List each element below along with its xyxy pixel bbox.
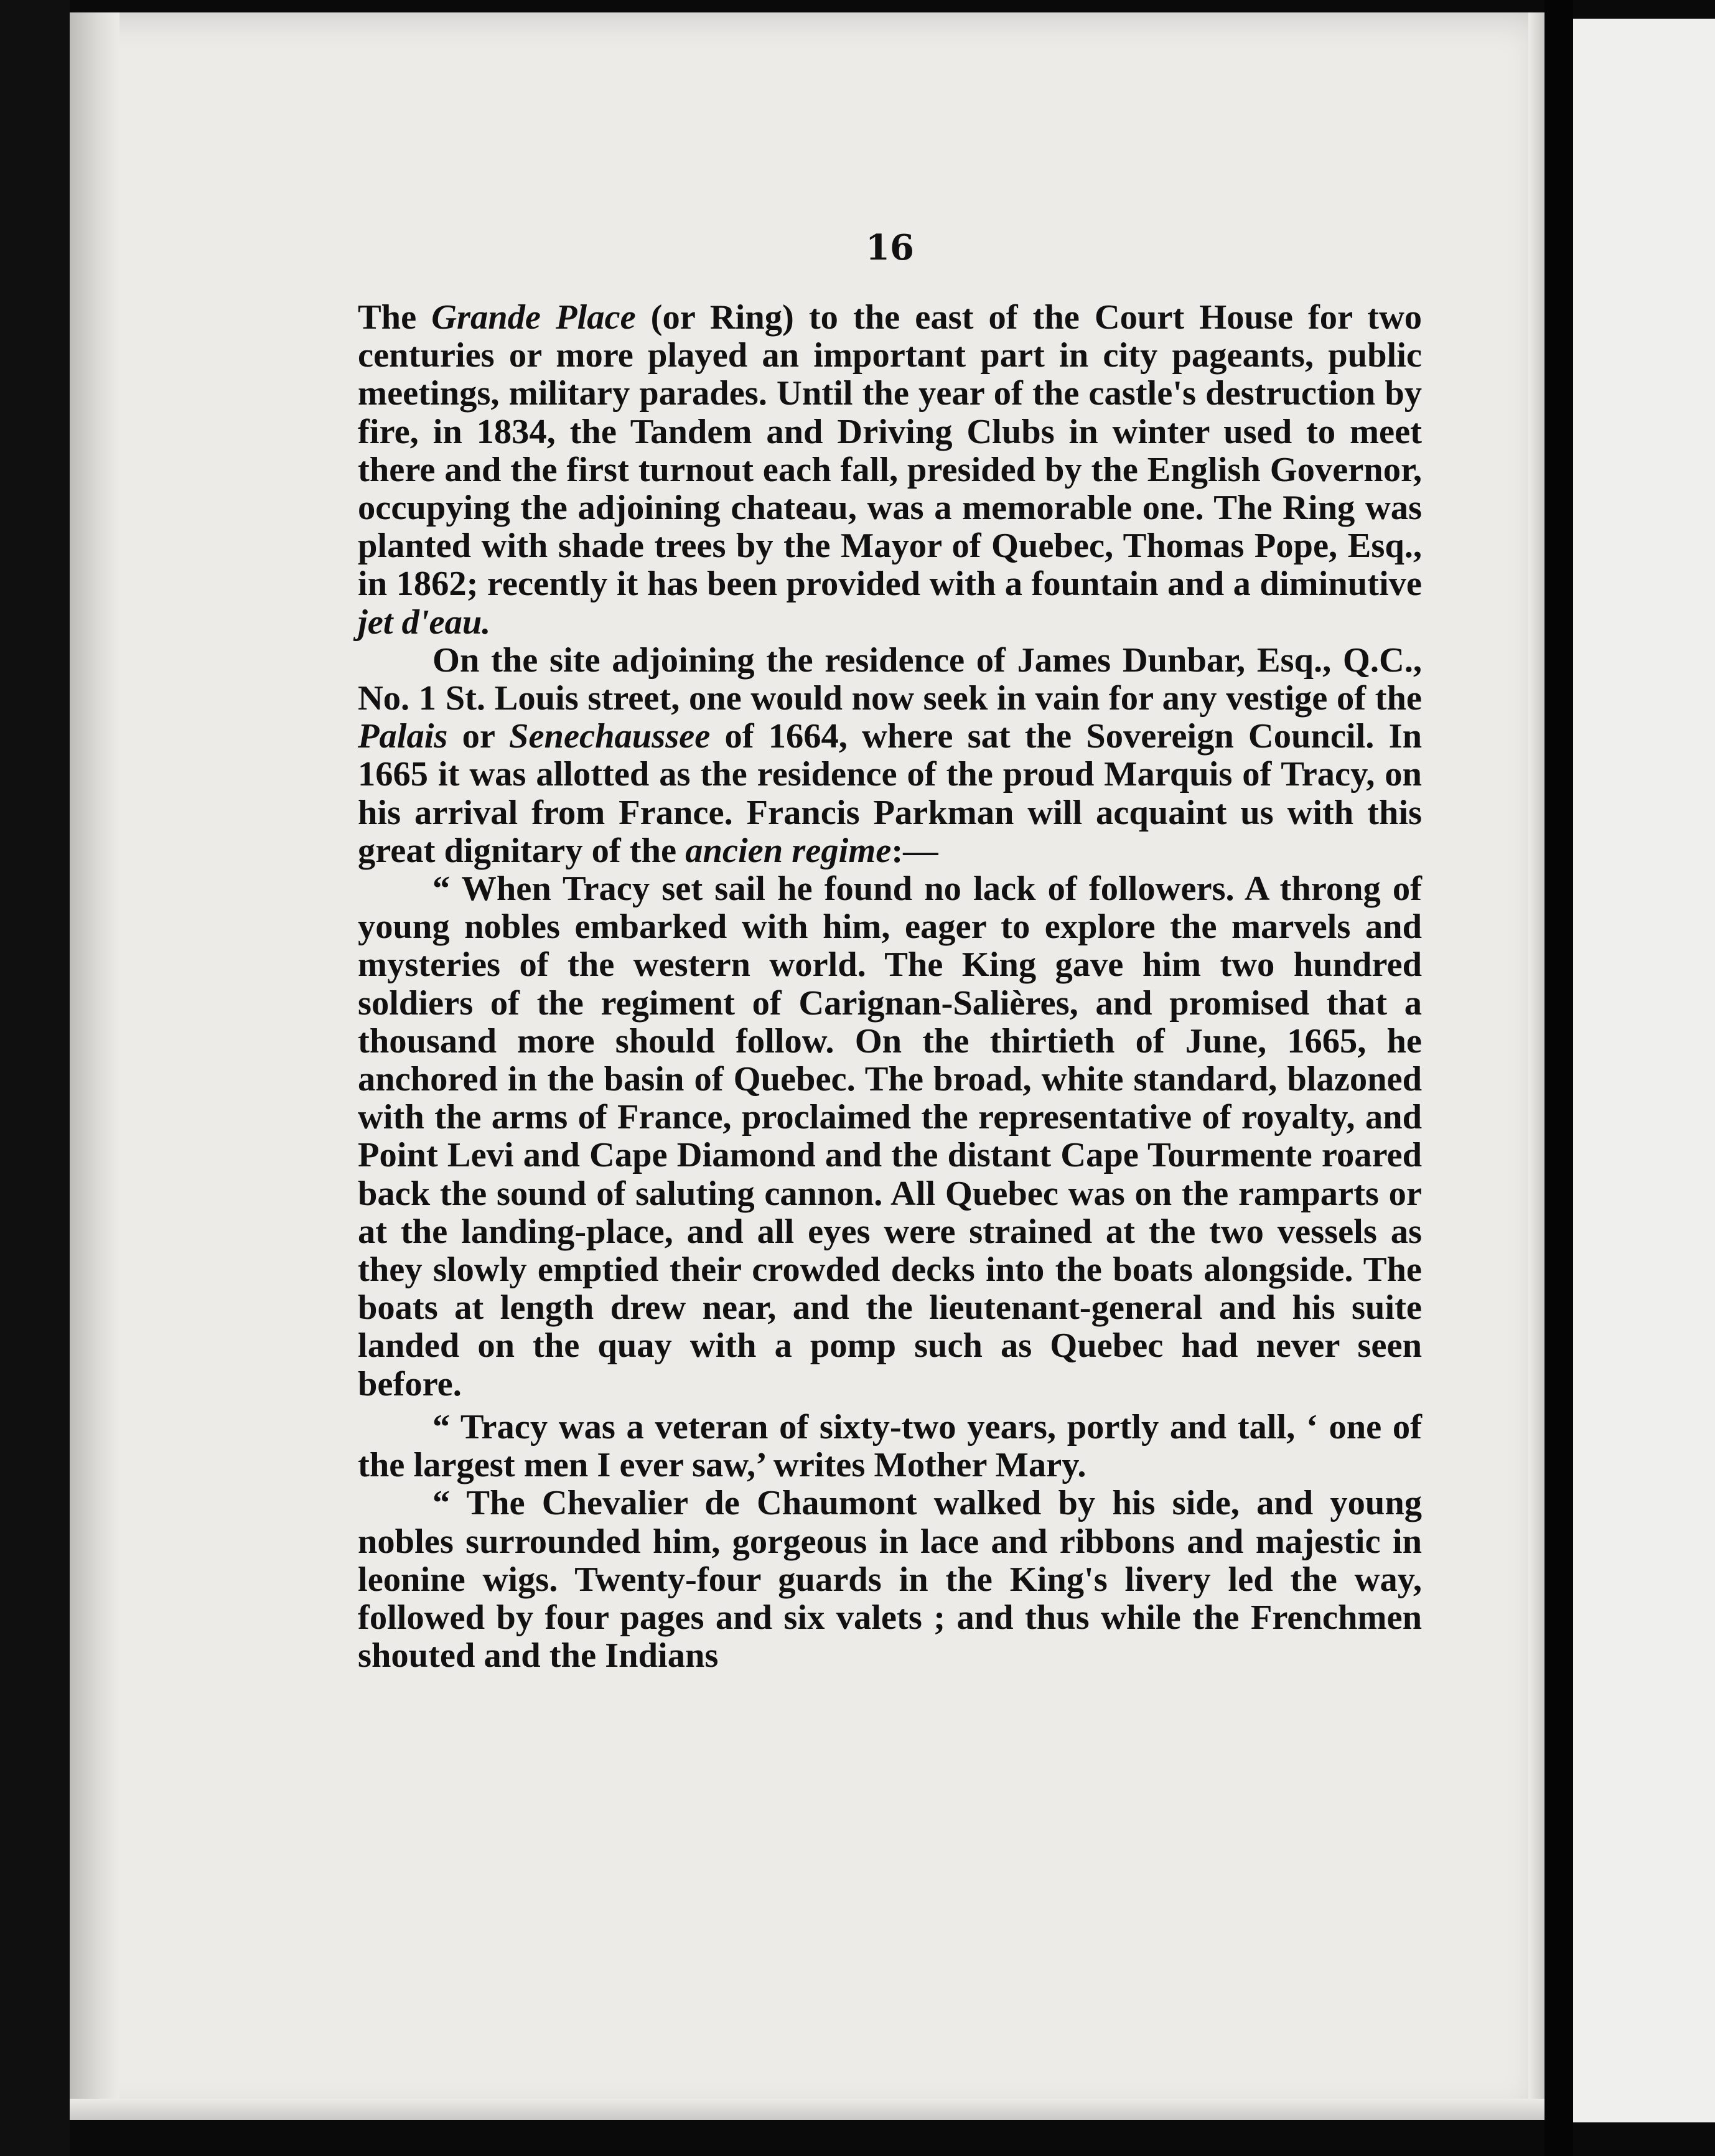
body-text [358,299,1422,1675]
paragraph [358,299,1422,642]
text-run: :— [891,831,938,870]
quote-paragraph [358,1408,1422,1484]
page-edge-shadow [70,12,119,2120]
text-run: “ The Chevalier de Chaumont walked by his side, and young nobles surrounded him, gorgeous in lace and ribbons and majestic in leonine wigs. Twenty-four guards in the King's livery led the way, followed by four pages and six valets ; and thus while the Frenchmen shouted and the Indians [358,1484,1422,1676]
book-spine-gutter [1544,0,1573,2156]
text-run: “ When Tracy set sail he found no lack of followers. A throng of young nobles embarked with him, eager to explore the marvels and mysteries of the western world. The King gave him two hundred soldiers of the regiment of Carignan-Salières, and promised that a thousand more should follow. On the thirtieth of June, 1665, he anchored in the basin of Quebec. The broad, white standard, blazoned with the arms of France, proclaimed the representative of royalty, and Point Levi and Cape Diamond and the distant Cape Tourmente roared back the sound of saluting cannon. All Quebec was on the ramparts or at the landing-place, and all eyes were strained at the two vessels as they slowly emptied their crowded decks into the boats alongside. The boats at length drew near, and the lieutenant-general and his suite landed on the quay with a pomp such as Quebec had never seen before. [358,869,1422,1404]
text-run: “ Tracy was a veteran of sixty-two years, portly and tall, ‘ one of the largest men I ever saw,’ writes Mother Mary. [358,1407,1422,1485]
text-run: (or Ring) to the east of the Court House for two centuries or more played an important part in city pageants, public meetings, military parades. Until the year of the castle's destruction by fire, in 1834, the Tandem and Driving Clubs in winter used to meet there and the first turnout each fall, presided by the English Governor, occupying the adjoining chateau, was a memorable one. The Ring was planted with shade trees by the Mayor of Quebec, Thomas Pope, Esq., in 1862; recently it has been provided with a fountain and a diminutive [358,298,1423,604]
scan-left-margin [0,0,70,2156]
text-run: or [447,717,510,756]
italic-text: Grande Place [431,298,636,337]
italic-text: Palais [358,717,448,756]
italic-text: ancien regime [685,831,892,870]
text-run: On the site adjoining the residence of James Dunbar, Esq., Q.C., No. 1 St. Louis street, one would now seek in vain for any vestige of the [358,640,1422,718]
text-run: The [358,298,432,337]
italic-text: Senechaussee [509,717,711,756]
quote-paragraph [358,1484,1422,1675]
paragraph [358,642,1422,870]
text-run: of 1664, where sat the Sovereign Council. In 1665 it was allotted as the residence of the proud Marquis of Tracy, on his arrival from France. Francis Parkman will acquaint us with this great dignitary of the [358,717,1422,870]
page-number: 16 [866,227,914,268]
quote-paragraph [358,870,1422,1404]
facing-page-edge [1573,19,1715,2122]
page-edge-shadow-right [1528,12,1544,2120]
page-edge-shadow-bottom [70,2099,1544,2120]
italic-text: jet d'eau. [358,602,491,642]
